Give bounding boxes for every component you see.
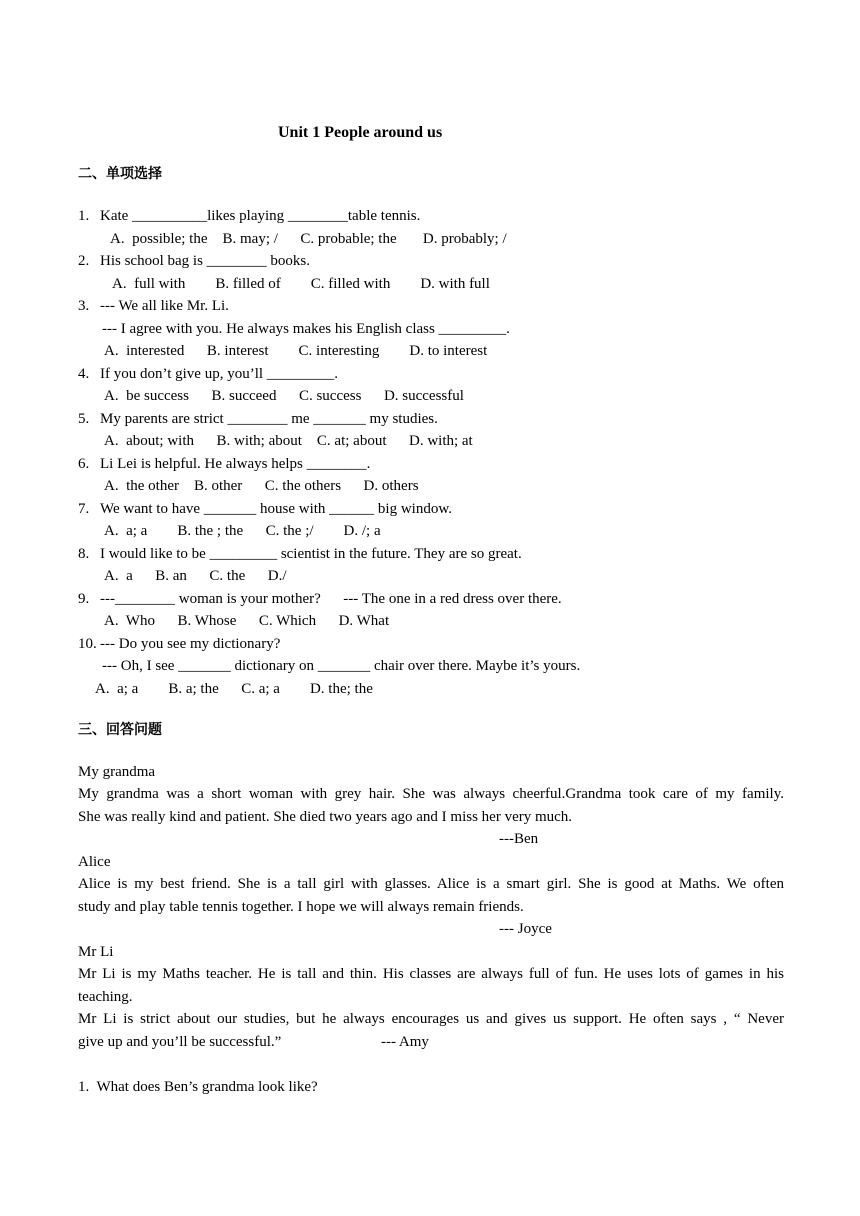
question-text-line2: --- Oh, I see _______ dictionary on _______ chair over there. Maybe it’s yours.: [102, 658, 581, 674]
question-text-line2: --- I agree with you. He always makes his English class _________.: [102, 321, 510, 337]
question-number: 5.: [78, 411, 90, 427]
passage-line: She was really kind and patient. She died two years ago and I miss her very much.: [78, 809, 573, 825]
passage-line: teaching.: [78, 989, 133, 1005]
question-text: --- We all like Mr. Li.: [100, 298, 229, 314]
question-text: ---________ woman is your mother? --- The one in a red dress over there.: [100, 591, 562, 607]
question-number: 4.: [78, 366, 90, 382]
question-options: A. a; a B. a; the C. a; a D. the; the: [95, 681, 373, 697]
question-options: A. a; a B. the ; the C. the ;/ D. /; a: [104, 523, 381, 539]
question-number: 2.: [78, 253, 90, 269]
question-options: A. the other B. other C. the others D. others: [104, 478, 419, 494]
question-text: Li Lei is helpful. He always helps ________.: [100, 456, 371, 472]
question-number: 10.: [78, 636, 97, 652]
section-heading-answer-questions: 三、回答问题: [78, 722, 162, 738]
question-options: A. about; with B. with; about C. at; about D. with; at: [104, 433, 473, 449]
question-options: A. full with B. filled of C. filled with D. with full: [112, 276, 490, 292]
question-options: A. possible; the B. may; / C. probable; the D. probably; /: [110, 231, 507, 247]
passage-title: Alice: [78, 854, 111, 870]
question-options: A. be success B. succeed C. success D. successful: [104, 388, 464, 404]
question-text: We want to have _______ house with ______ big window.: [100, 501, 452, 517]
question-number: 8.: [78, 546, 90, 562]
question-options: A. Who B. Whose C. Which D. What: [104, 613, 390, 629]
passage-line: study and play table tennis together. I hope we will always remain friends.: [78, 899, 524, 915]
passage-line: Alice is my best friend. She is a tall girl with glasses. Alice is a smart girl. She is good at Maths. We often: [78, 876, 784, 892]
passage-author: --- Joyce: [499, 921, 552, 937]
question-options: A. interested B. interest C. interesting D. to interest: [104, 343, 488, 359]
question-text: --- Do you see my dictionary?: [100, 636, 281, 652]
section-heading-multiple-choice: 二、单项选择: [78, 166, 162, 182]
question-text: I would like to be _________ scientist in the future. They are so great.: [100, 546, 522, 562]
question-text: If you don’t give up, you’ll _________.: [100, 366, 339, 382]
question-number: 6.: [78, 456, 90, 472]
question-text: My parents are strict ________ me _______ my studies.: [100, 411, 438, 427]
question-number: 3.: [78, 298, 90, 314]
question-options: A. a B. an C. the D./: [104, 568, 287, 584]
passage-line: Mr Li is strict about our studies, but he always encourages us and gives us support. He often says , “ Never: [78, 1011, 784, 1027]
passage-title: Mr Li: [78, 944, 114, 960]
question-text: His school bag is ________ books.: [100, 253, 310, 269]
passage-author: --- Amy: [381, 1034, 429, 1050]
passage-title: My grandma: [78, 764, 156, 780]
passage-line: give up and you’ll be successful.”: [78, 1034, 282, 1050]
question-number: 9.: [78, 591, 90, 607]
question-number: 1.: [78, 208, 90, 224]
question-text: Kate __________likes playing ________table tennis.: [100, 208, 421, 224]
passage-line: Mr Li is my Maths teacher. He is tall and thin. His classes are always full of fun. He uses lots of games in his: [78, 966, 784, 982]
page-title: Unit 1 People around us: [278, 124, 443, 141]
passage-line: My grandma was a short woman with grey hair. She was always cheerful.Grandma took care of my family.: [78, 786, 784, 802]
question-text: 1. What does Ben’s grandma look like?: [78, 1079, 318, 1095]
question-number: 7.: [78, 501, 90, 517]
passage-author: ---Ben: [499, 831, 539, 847]
